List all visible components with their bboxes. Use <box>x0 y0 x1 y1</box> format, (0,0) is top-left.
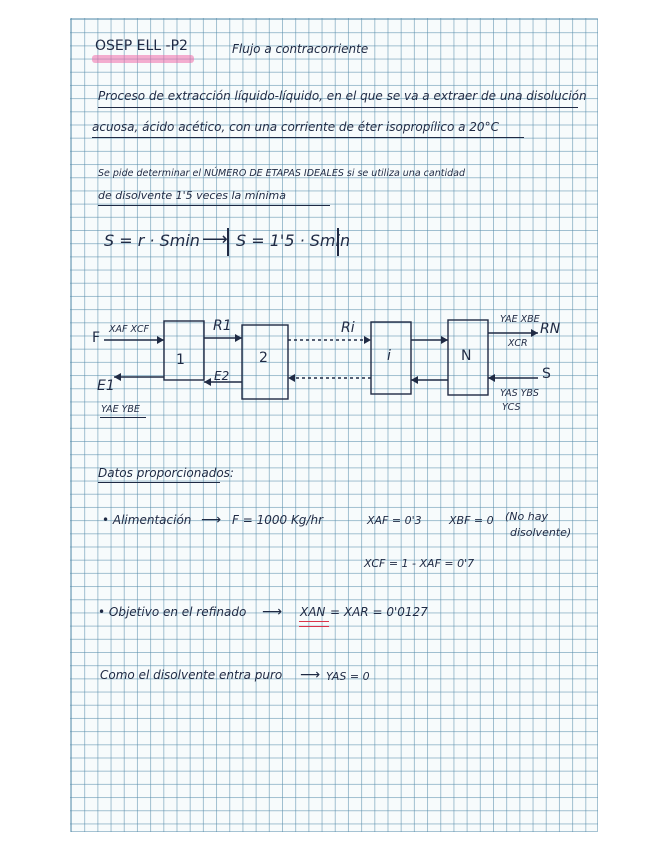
stage-1-label: 1 <box>176 352 185 368</box>
target-xan-underline <box>299 621 329 627</box>
xbf-value: XBF = 0 <box>449 514 494 527</box>
E1-composition-underline <box>100 417 146 418</box>
statement-line-3: Se pide determinar el NÚMERO DE ETAPAS IDEALES si se utiliza una cantidad <box>98 168 465 179</box>
formula-left: S = r · Smin <box>104 231 200 250</box>
solvent-arrow: ⟶ <box>300 667 321 683</box>
label-RN-composition-top: YAE XBE <box>500 314 540 325</box>
feed-arrow: ⟶ <box>201 512 222 528</box>
statement-line-1: Proceso de extracción líquido-líquido, en el que se va a extraer de una disolución <box>98 89 587 103</box>
target-label: • Objetivo en el refinado <box>98 605 247 619</box>
solvent-value: YAS = 0 <box>326 670 370 683</box>
page-topic: Flujo a contracorriente <box>232 42 369 56</box>
stage-2-label: 2 <box>259 350 268 366</box>
label-F: F <box>92 330 101 346</box>
statement-line-4: de disolvente 1'5 veces la mínima <box>98 189 287 202</box>
label-RN: RN <box>540 321 561 337</box>
label-E1: E1 <box>97 378 115 394</box>
label-S: S <box>542 366 551 382</box>
label-E1-composition: YAE YBE <box>101 404 140 415</box>
feed-value: F = 1000 Kg/hr <box>232 513 324 527</box>
data-section-title-underline <box>98 482 220 483</box>
label-S-composition-top: YAS YBS <box>500 388 539 399</box>
label-feed-composition: XAF XCF <box>109 324 149 335</box>
solvent-label: Como el disolvente entra puro <box>100 668 283 682</box>
stage-1-box <box>164 321 204 380</box>
target-value: = XAR = 0'0127 <box>330 605 428 619</box>
data-section-title: Datos proporcionados: <box>98 466 234 480</box>
target-arrow: ⟶ <box>262 604 283 620</box>
formula-arrow: ⟶ <box>202 229 228 250</box>
statement-line-2: acuosa, ácido acético, con una corriente de éter isopropílico a 20°C <box>92 120 499 134</box>
label-E2: E2 <box>214 369 230 383</box>
feed-label: • Alimentación <box>102 513 192 527</box>
label-Ri: Ri <box>341 320 355 336</box>
xcf-value: XCF = 1 - XAF = 0'7 <box>364 557 475 570</box>
xaf-value: XAF = 0'3 <box>367 514 422 527</box>
label-S-composition-bottom: YCS <box>502 402 521 413</box>
label-R1: R1 <box>213 318 232 334</box>
formula-boxed: S = 1'5 · Smin <box>236 231 351 250</box>
xbf-note-2: disolvente) <box>510 526 572 539</box>
target-xan: XAN <box>300 605 326 619</box>
stage-N-label: N <box>461 348 472 364</box>
stage-i-label: i <box>387 348 391 364</box>
stage-i-box <box>371 322 411 394</box>
label-RN-composition-bottom: XCR <box>508 338 528 349</box>
page-code: OSEP ELL -P2 <box>95 38 188 54</box>
xbf-note-1: (No hay <box>505 510 548 523</box>
